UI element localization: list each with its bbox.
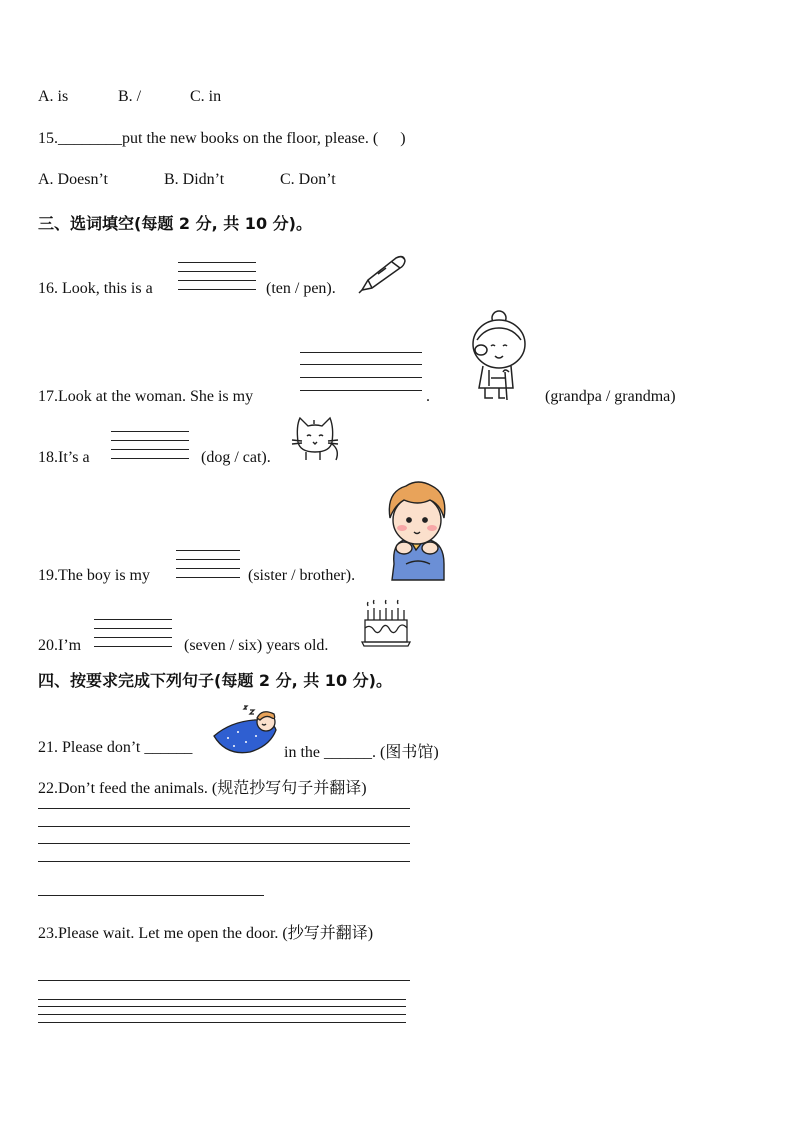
q23-answer-line-1[interactable] xyxy=(38,980,410,981)
q19-text: 19.The boy is my xyxy=(38,567,150,584)
q16-text: 16. Look, this is a xyxy=(38,280,153,297)
q15-option-b: B. Didn’t xyxy=(164,171,225,188)
q16-choices: (ten / pen). xyxy=(266,280,336,297)
q20-choices: (seven / six) years old. xyxy=(184,637,329,654)
section-3-title: 三、选词填空(每题 2 分, 共 10 分)。 xyxy=(38,214,312,233)
birthday-cake-icon xyxy=(362,602,410,648)
q15-text: 15.________put the new books on the floor, please. ( xyxy=(38,130,379,147)
q14-option-a: A. is xyxy=(38,88,69,105)
q14-option-c: C. in xyxy=(190,88,222,105)
q21-continuation: in the ______. (图书馆) xyxy=(284,744,439,761)
q18-choices: (dog / cat). xyxy=(201,449,271,466)
q18-text: 18.It’s a xyxy=(38,449,90,466)
q19-choices: (sister / brother). xyxy=(248,567,356,584)
q18-writing-lines[interactable] xyxy=(111,431,189,461)
q22-text: 22.Don’t feed the animals. (规范抄写句子并翻译) xyxy=(38,780,367,797)
q19-writing-lines[interactable] xyxy=(176,550,240,580)
q15-close: ) xyxy=(400,130,406,147)
boy-icon xyxy=(382,478,452,582)
q22-translation-line[interactable] xyxy=(38,895,264,896)
sleeping-child-icon xyxy=(210,706,280,756)
q20-writing-lines[interactable] xyxy=(94,619,172,649)
q17-text: 17.Look at the woman. She is my xyxy=(38,388,254,405)
section-4-title: 四、按要求完成下列句子(每题 2 分, 共 10 分)。 xyxy=(38,671,392,690)
q23-text: 23.Please wait. Let me open the door. (抄写并翻译) xyxy=(38,925,374,942)
q23-answer-line-2[interactable] xyxy=(38,999,406,1000)
q22-answer-line-1[interactable] xyxy=(38,808,410,809)
cat-icon xyxy=(290,414,340,462)
q15-option-c: C. Don’t xyxy=(280,171,336,188)
q17-writing-lines[interactable] xyxy=(300,352,422,392)
q22-answer-line-4[interactable] xyxy=(38,861,410,862)
pen-icon xyxy=(356,252,408,294)
q15-question xyxy=(38,130,406,148)
q15-option-a: A. Doesn’t xyxy=(38,171,108,188)
q23-answer-line-5[interactable] xyxy=(38,1022,406,1023)
grandma-icon xyxy=(455,308,527,402)
q14-option-b: B. / xyxy=(118,88,142,105)
q17-period: . xyxy=(426,388,430,405)
q22-answer-line-2[interactable] xyxy=(38,826,410,827)
q17-choices: (grandpa / grandma) xyxy=(545,388,676,405)
q22-answer-line-3[interactable] xyxy=(38,843,410,844)
q23-answer-line-3[interactable] xyxy=(38,1006,406,1007)
q21-text: 21. Please don’t ______ xyxy=(38,739,193,756)
q23-answer-line-4[interactable] xyxy=(38,1014,406,1015)
q20-text: 20.I’m xyxy=(38,637,82,654)
q16-writing-lines[interactable] xyxy=(178,262,256,292)
